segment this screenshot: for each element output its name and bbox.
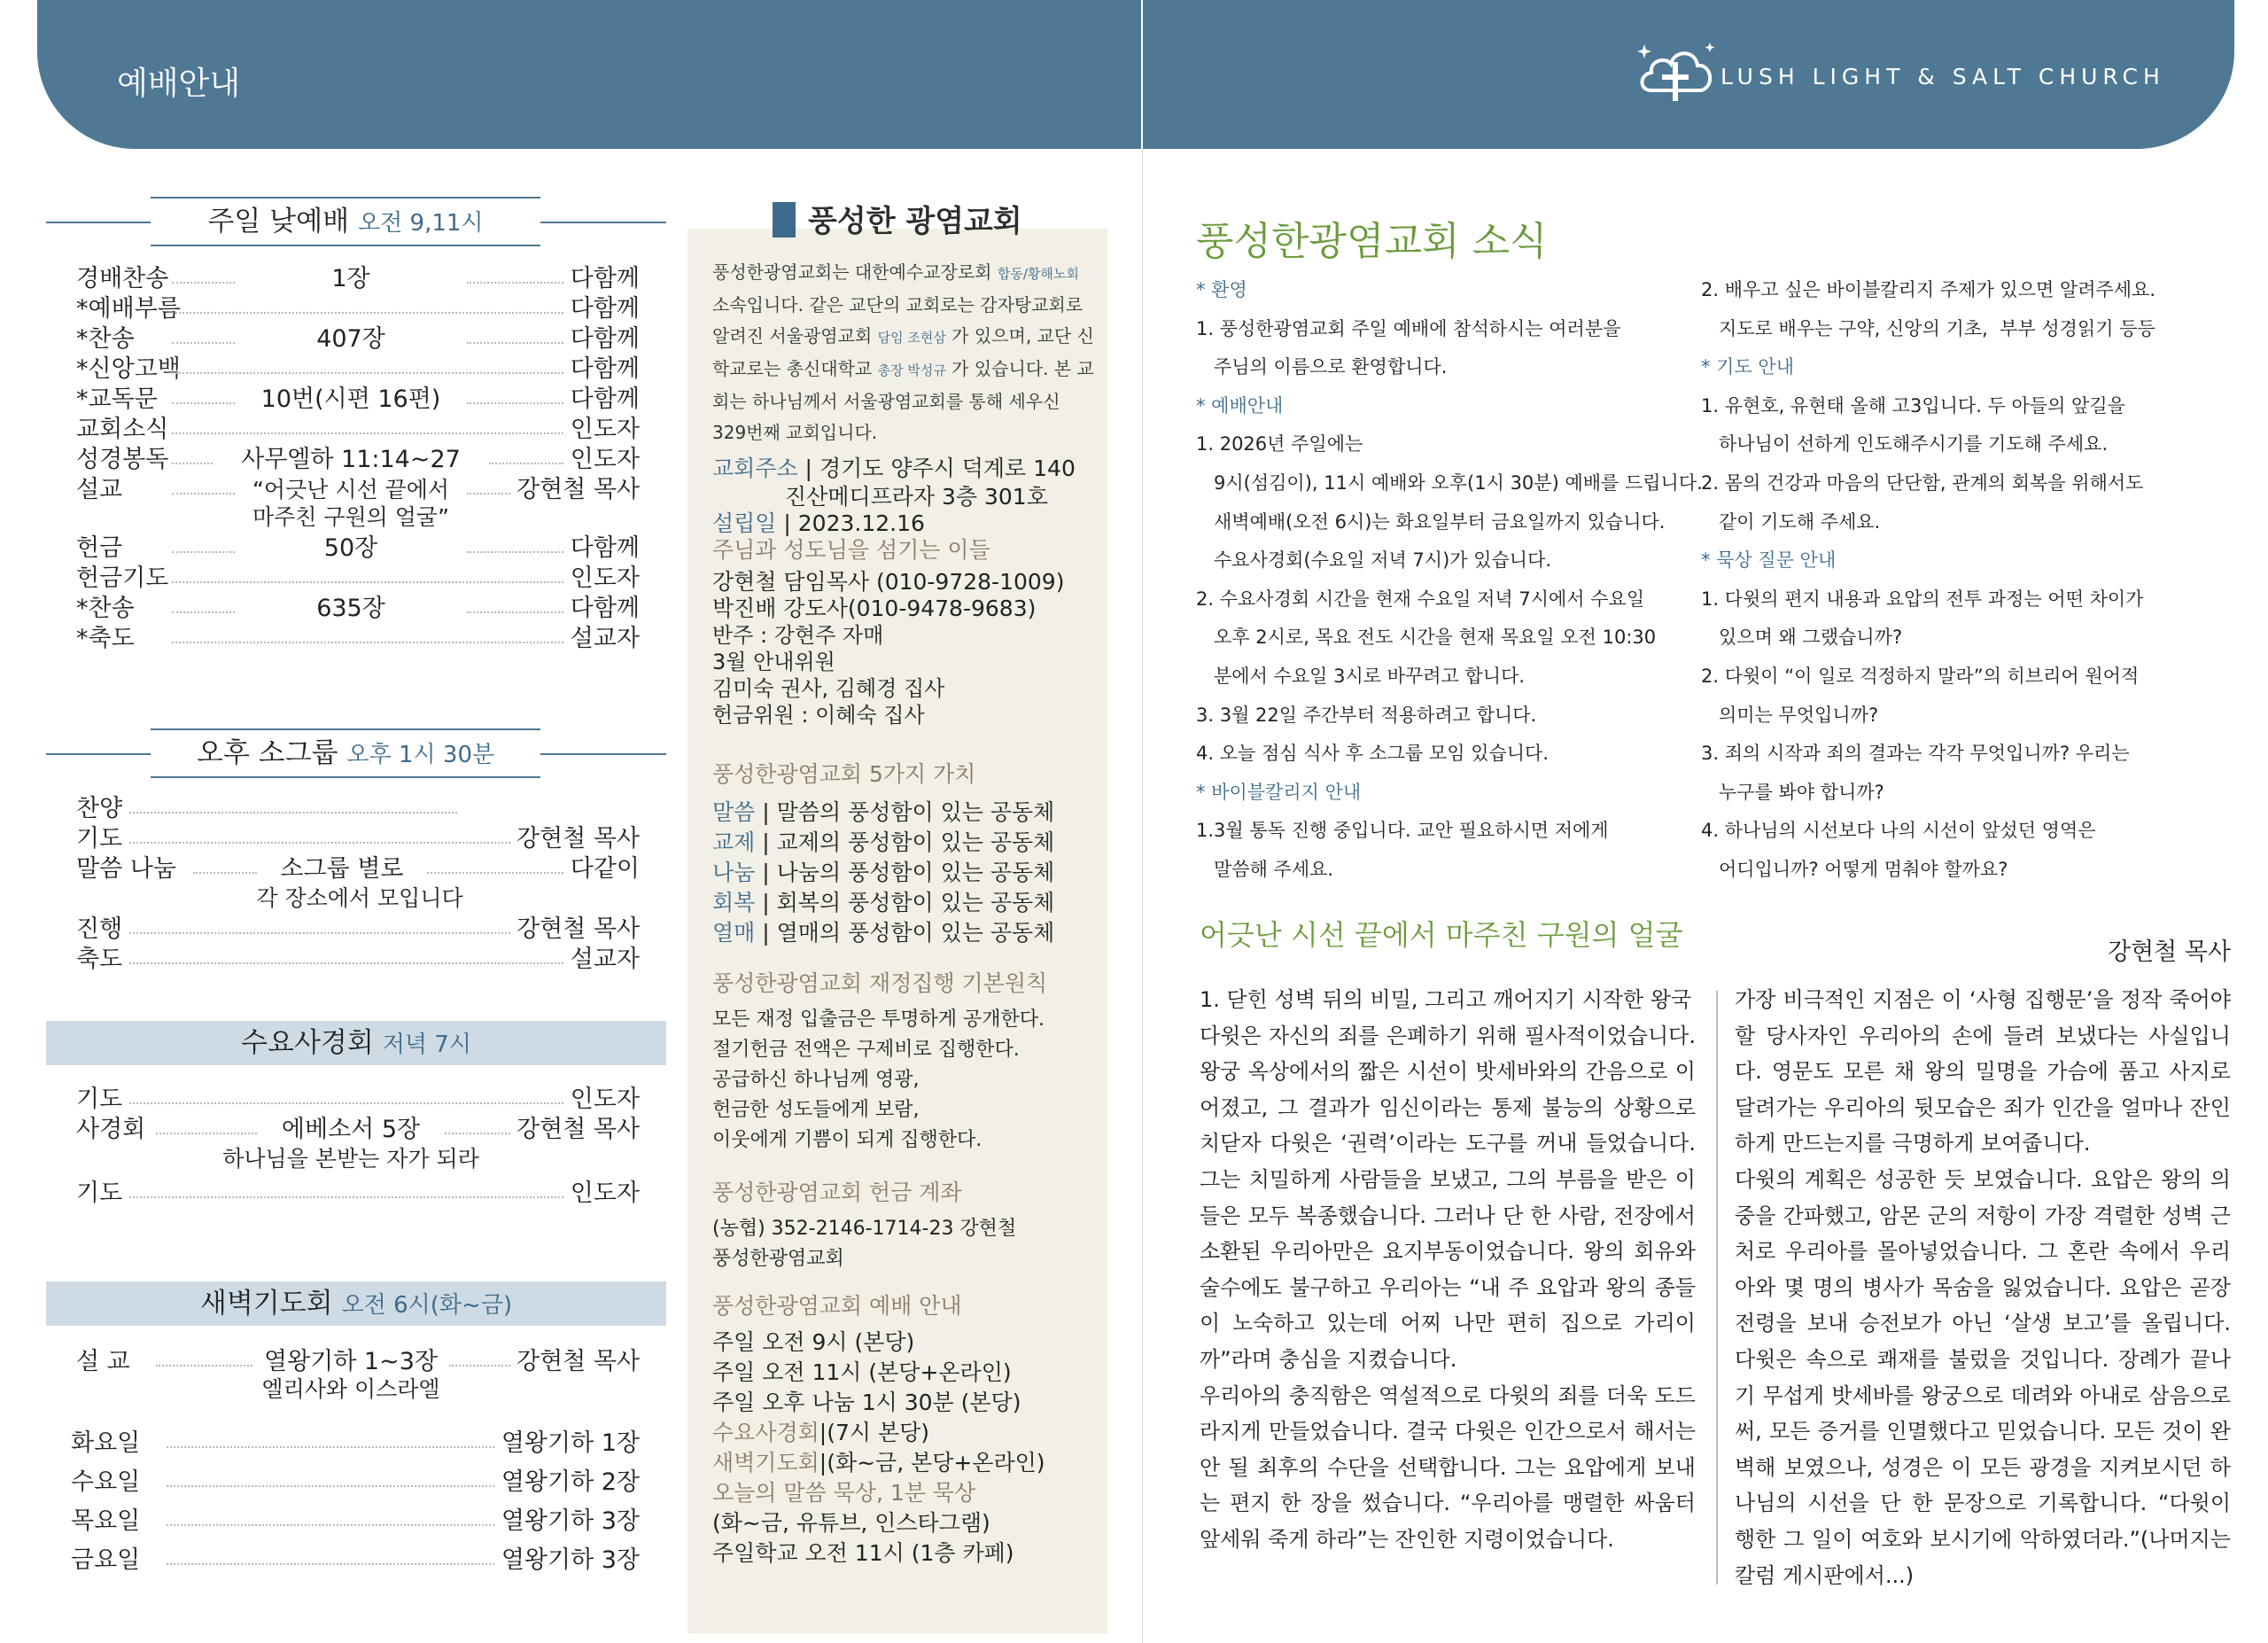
sermon-theme-line: 하나님을 본받는 자가 되라	[222, 1146, 479, 1172]
order-row	[76, 1179, 640, 1209]
dawn-time: 오전 6시(화~금)	[341, 1292, 513, 1319]
news-item: 지도로 배우는 구약, 신앙의 기초, 부부 성경읽기 등등	[1701, 317, 2155, 339]
order-label: *축도	[76, 625, 135, 652]
sunday-time: 오전 9,11시	[358, 210, 484, 237]
order-label: 경배찬송	[76, 265, 169, 292]
order-detail: 열왕기하 1~3장	[264, 1348, 438, 1375]
order-detail: 635장	[316, 595, 385, 622]
news-heading: * 기도 안내	[1701, 356, 1794, 378]
order-label: *예배부름	[76, 295, 181, 323]
finance-line: 모든 재정 입출금은 투명하게 공개한다.	[712, 1008, 1045, 1031]
dotted-leader	[467, 611, 563, 613]
order-row	[76, 854, 640, 884]
article-paragraph: 다윗의 계획은 성공한 듯 보였습니다. 요압은 왕의 의중을 간파했고, 암몬 군의 저항이 가장 격렬한 성벽 근처로 우리아를 몰아넣었습니다. 그 혼란 속에서 우리아와 몇 명의 병사가 목숨을 잃었습니다. 요압은 곧장 전령을 보내 승전보가 아닌 ‘살생 보고’를 올립니다. 다윗은 속으로 쾌재를 불렀을 것입니다. 장례가 끝나기 무섭게 밧세바를 왕궁으로 데려와 아내로 삼음으로써, 모든 증거를 인멸했다고 믿었습니다. 모든 것이 완벽해 보였으나, 성경은 이 모든 광경을 지켜보시던 하나님의 시선을 단 한 문장으로 기록합니다. “다윗이 행한 그 일이 여호와 보시기에 악하였더라.”(나머지는 칼럼 게시판에서...)	[1735, 1166, 2231, 1588]
account-line: (농협) 352-2146-1714-23 강현철	[712, 1218, 1017, 1240]
smallgroup-time: 오후 1시 30분	[346, 742, 495, 768]
order-label: 설 교	[76, 1348, 130, 1375]
news-item: 같이 기도해 주세요.	[1701, 510, 1881, 533]
cloud-cross-icon	[1634, 35, 1722, 106]
news-item: 의미는 무엇입니까?	[1701, 704, 1879, 726]
news-item: 주님의 이름으로 환영합니다.	[1196, 356, 1448, 378]
worship-line	[712, 1358, 1012, 1388]
worship-line	[712, 1508, 990, 1538]
order-detail: 에베소서 5장	[281, 1116, 421, 1143]
finance-line: 절기헌금 전액은 구제비로 집행한다.	[712, 1039, 1020, 1061]
finance-line: 이웃에게 기쁨이 되게 집행한다.	[712, 1129, 983, 1151]
servant-line: 3월 안내위원	[712, 650, 835, 674]
worship-text: 주일 오전 9시 (본당)	[712, 1329, 915, 1355]
dotted-leader	[129, 962, 563, 964]
order-leader: 다같이	[570, 855, 640, 883]
news-item: 1.3월 통독 진행 중입니다. 교안 필요하시면 저에게	[1196, 820, 1609, 842]
worship-text: 주일 오전 11시 (본당+온라인)	[712, 1359, 1012, 1385]
values-title: 풍성한광염교회 5가지 가치	[712, 761, 976, 787]
dawn-section-header	[46, 1281, 666, 1326]
dawn-day: 화요일	[71, 1429, 141, 1457]
order-row	[76, 354, 640, 385]
order-label: 성경봉독	[76, 446, 169, 473]
value-key: 열매	[712, 920, 756, 946]
news-item: 누구를 봐야 합니까?	[1701, 781, 1884, 803]
church-name: 풍성한 광염교회	[808, 204, 1022, 239]
dotted-leader	[172, 282, 235, 284]
news-item: 4. 하나님의 시선보다 나의 시선이 앞섰던 영역은	[1701, 820, 2096, 842]
order-label: 말씀 나눔	[76, 855, 176, 883]
order-row	[76, 594, 640, 624]
finance-line: 공급하신 하나님께 영광,	[712, 1069, 920, 1091]
news-heading: * 예배안내	[1196, 394, 1284, 417]
smallgroup-section-header	[46, 728, 666, 782]
news-item: 1. 다윗의 편지 내용과 요압의 전투 과정는 어떤 차이가	[1701, 588, 2144, 610]
order-leader: 다함께	[570, 385, 640, 413]
order-label: 진행	[76, 915, 123, 943]
order-row	[76, 294, 640, 324]
wednesday-time: 저녁 7시	[382, 1032, 471, 1058]
order-leader: 다함께	[570, 295, 640, 323]
value-key: 말씀	[712, 799, 756, 825]
dotted-leader	[172, 581, 563, 583]
order-leader: 강현철 목사	[517, 825, 640, 853]
order-leader: 다함께	[570, 534, 640, 562]
order-leader: 인도자	[570, 446, 640, 473]
news-item: 1. 풍성한광염교회 주일 예배에 참석하시는 여러분을	[1196, 317, 1621, 339]
sermon-title-line: 마주친 구원의 얼굴”	[252, 504, 450, 530]
order-detail: 50장	[323, 534, 378, 562]
dotted-leader	[172, 312, 563, 314]
order-label: 찬양	[76, 795, 123, 822]
dotted-leader	[172, 611, 235, 613]
order-row	[76, 445, 640, 475]
value-item: 나눔 | 나눔의 풍성함이 있는 공동체	[712, 860, 1055, 885]
order-leader: 강현철 목사	[517, 1348, 640, 1375]
article-author: 강현철 목사	[2108, 938, 2231, 966]
dotted-leader	[172, 402, 235, 404]
worship-line	[712, 1328, 914, 1358]
dotted-leader	[193, 872, 257, 874]
church-address: 교회주소 | 경기도 양주시 덕계로 140	[712, 456, 1076, 481]
news-heading: * 바이블칼리지 안내	[1196, 781, 1362, 803]
value-text: 열매의 풍성함이 있는 공동체	[776, 920, 1055, 946]
order-detail: 407장	[316, 325, 385, 353]
sunday-section-header	[46, 197, 666, 250]
order-row	[76, 915, 640, 945]
value-text: 교제의 풍성함이 있는 공동체	[776, 829, 1055, 855]
article-paragraph: 다윗은 자신의 죄를 은폐하기 위해 필사적이었습니다. 왕궁 옥상에서의 짧은 시선이 밧세바와의 간음으로 이어졌고, 그 결과가 임신이라는 통제 불능의 상황으로 치닫자 다윗은 ‘권력’이라는 도구를 꺼내 들었습니다. 그는 치밀하게 사람들을 보냈고, 그의 부름을 받은 이들은 모두 복종했습니다. 그러나 단 한 사람, 전장에서 소환된 우리아만은 요지부동이었습니다. 왕의 회유와 술수에도 불구하고 우리아는 “내 주 요압과 왕의 종들이 노숙하고 있는데 어찌 나만 편히 집으로 가리이까”라며 충심을 지켰습니다.	[1200, 1023, 1696, 1372]
church-address-2: 진산메디프라자 3층 301호	[785, 484, 1048, 510]
dotted-leader	[467, 551, 563, 553]
news-item: 어디입니까? 어떻게 멈춰야 할까요?	[1701, 859, 2008, 880]
servant-line: 강현철 담임목사 (010-9728-1009)	[712, 569, 1065, 595]
order-leader: 다함께	[570, 265, 640, 292]
value-text: 나눔의 풍성함이 있는 공동체	[776, 860, 1055, 885]
dawn-day-row	[71, 1507, 640, 1537]
location-note: 각 장소에서 모입니다	[256, 885, 463, 911]
order-row	[76, 945, 640, 975]
news-heading: * 환영	[1196, 279, 1247, 300]
value-key: 나눔	[712, 860, 756, 885]
wednesday-title: 수요사경회	[241, 1027, 374, 1059]
news-item: 2. 몸의 건강과 마음의 단단함, 관계의 회복을 위해서도	[1701, 472, 2144, 494]
order-row	[76, 324, 640, 354]
order-label: 기도	[76, 825, 123, 853]
order-leader: 설교자	[570, 625, 640, 652]
dawn-reading: 열왕기하 1장	[501, 1429, 640, 1457]
news-item: 9시(섬김이), 11시 예배와 오후(1시 30분) 예배를 드립니다.	[1196, 472, 1703, 494]
dotted-leader	[172, 432, 563, 434]
order-leader: 강현철 목사	[517, 1116, 640, 1143]
order-label: 사경회	[76, 1116, 146, 1143]
order-row	[76, 1347, 640, 1377]
news-item: 2. 다윗이 “이 일로 걱정하지 말라”의 히브리어 원어적	[1701, 666, 2140, 687]
dotted-leader	[467, 342, 563, 344]
dotted-leader	[129, 812, 457, 814]
order-detail: “어긋난 시선 끝에서	[252, 477, 450, 502]
article-column-2	[1735, 982, 2231, 1593]
worship-label: 오늘의 말씀 묵상, 1분 묵상	[712, 1480, 976, 1506]
servant-line: 반주 : 강현주 자매	[712, 623, 884, 648]
dawn-day: 수요일	[71, 1468, 141, 1496]
dawn-day: 목요일	[71, 1507, 141, 1535]
servant-line: 김미숙 권사, 김혜경 집사	[712, 676, 945, 701]
dotted-leader	[129, 842, 510, 844]
article-paragraph: 우리아의 충직함은 역설적으로 다윗의 죄를 더욱 도드라지게 만들었습니다. 결국 다윗은 인간으로서 해서는 안 될 최후의 수단을 선택합니다. 그는 요압에게 보내는 편지 한 장을 썼습니다. “우리아를 맹렬한 싸움터 앞세워 죽게 하라”는 잔인한 지령이었습니다.	[1200, 1382, 1696, 1552]
dotted-leader	[167, 1485, 494, 1487]
dotted-leader	[172, 493, 235, 494]
news-item: 3. 죄의 시작과 죄의 결과는 각각 무엇입니까? 우리는	[1701, 743, 2130, 765]
dotted-leader	[449, 1365, 510, 1367]
dotted-leader	[172, 342, 235, 344]
dawn-day-row	[71, 1468, 640, 1498]
news-item: 1. 유현호, 유현태 올해 고3입니다. 두 아들의 앞길을	[1701, 394, 2125, 417]
value-text: 회복의 풍성함이 있는 공동체	[776, 890, 1055, 915]
order-leader: 강현철 목사	[517, 476, 640, 503]
dotted-leader	[129, 932, 510, 934]
news-item: 분에서 수요일 3시로 바꾸려고 합니다.	[1196, 666, 1526, 687]
order-leader: 다함께	[570, 595, 640, 622]
account-title: 풍성한광염교회 헌금 계좌	[712, 1180, 962, 1205]
dotted-leader	[467, 493, 510, 494]
news-item: 말씀해 주세요.	[1196, 859, 1334, 880]
dawn-reading: 열왕기하 2장	[501, 1468, 640, 1496]
sunday-title: 주일 낮예배	[207, 206, 350, 237]
dawn-day-row	[71, 1546, 640, 1576]
smallgroup-title: 오후 소그룹	[196, 737, 338, 769]
servant-line: 박진배 강도사(010-9478-9683)	[712, 596, 1037, 621]
news-title: 풍성한광염교회 소식	[1196, 219, 1548, 264]
order-label: 기도	[76, 1086, 123, 1113]
order-leader: 인도자	[570, 416, 640, 443]
dawn-reading: 열왕기하 3장	[501, 1507, 640, 1535]
dotted-leader	[129, 1196, 563, 1198]
dotted-leader	[467, 282, 563, 284]
news-item: 수요사경회(수요일 저녁 7시)가 있습니다.	[1196, 549, 1552, 572]
worship-text: |(7시 본당)	[819, 1420, 929, 1445]
dotted-leader	[489, 463, 563, 464]
order-row	[76, 533, 640, 564]
finance-title: 풍성한광염교회 재정집행 기본원칙	[712, 970, 1048, 996]
order-row	[76, 415, 640, 445]
article-column-1	[1200, 982, 1696, 1558]
page-title: 예배안내	[117, 66, 241, 102]
order-detail: 1장	[331, 265, 370, 292]
church-founded: 설립일 | 2023.12.16	[712, 510, 925, 536]
order-leader: 인도자	[570, 565, 640, 592]
order-row	[76, 385, 640, 415]
order-row	[76, 264, 640, 294]
dawn-sermon-subtitle: 엘리사와 이스라엘	[261, 1376, 440, 1402]
worship-line	[712, 1388, 1021, 1418]
order-row	[76, 564, 640, 594]
value-item: 열매 | 열매의 풍성함이 있는 공동체	[712, 920, 1055, 946]
order-row	[76, 794, 640, 824]
servants-title: 주님과 성도님을 섬기는 이들	[712, 537, 990, 563]
dotted-leader	[172, 642, 563, 643]
dotted-leader	[167, 1524, 494, 1526]
dotted-leader	[172, 463, 213, 464]
dotted-leader	[172, 551, 235, 553]
worship-line	[712, 1538, 1014, 1569]
church-name-en: LUSH LIGHT & SALT CHURCH	[1720, 64, 2165, 90]
news-item: 오후 2시로, 목요 전도 시간을 현재 목요일 오전 10:30	[1196, 627, 1657, 649]
news-item: 2. 배우고 싶은 바이블칼리지 주제가 있으면 알려주세요.	[1701, 279, 2156, 300]
value-item: 교제 | 교제의 풍성함이 있는 공동체	[712, 829, 1055, 855]
worship-info-title: 풍성한광염교회 예배 안내	[712, 1293, 962, 1319]
wednesday-section-header	[46, 1021, 666, 1065]
order-label: *찬송	[76, 595, 135, 622]
dawn-title: 새벽기도회	[199, 1288, 333, 1320]
dotted-leader	[467, 402, 563, 404]
news-item: 하나님이 선하게 인도해주시기를 기도해 주세요.	[1701, 433, 2109, 456]
dotted-leader	[129, 1102, 563, 1104]
order-row	[76, 1085, 640, 1115]
dawn-reading: 열왕기하 3장	[501, 1546, 640, 1574]
church-intro: 풍성한광염교회는 대한예수교장로회 합동/황해노회 소속입니다. 같은 교단의 교회로는 감자탕교회로 알려진 서울광염교회 담임 조현삼 가 있으며, 교단 신학교로는 총신대학교 총장 박성규 가 있습니다. 본 교회는 하나님께서 서울광염교회를 통해 세우신 329번째 교회입니다.	[712, 261, 1094, 443]
worship-label: 새벽기도회	[712, 1450, 819, 1476]
worship-text: 주일 오후 나눔 1시 30분 (본당)	[712, 1390, 1021, 1415]
order-leader: 강현철 목사	[517, 915, 640, 943]
article-title: 어긋난 시선 끝에서 마주친 구원의 얼굴	[1200, 918, 1683, 952]
servant-line: 헌금위원 : 이혜숙 집사	[712, 703, 925, 728]
news-item: 1. 2026년 주일에는	[1196, 433, 1363, 456]
order-detail: 10번(시편 16편)	[260, 385, 441, 413]
order-leader: 인도자	[570, 1180, 640, 1207]
order-leader: 다함께	[570, 355, 640, 383]
order-label: 헌금기도	[76, 565, 169, 592]
dotted-leader	[156, 1365, 252, 1367]
dotted-leader	[427, 872, 563, 874]
order-label: 교회소식	[76, 416, 169, 443]
news-item: 4. 오늘 점심 식사 후 소그룹 모임 있습니다.	[1196, 743, 1550, 765]
dotted-leader	[172, 372, 563, 374]
order-row	[76, 824, 640, 854]
article-column-divider	[1716, 991, 1718, 1585]
value-item: 말씀 | 말씀의 풍성함이 있는 공동체	[712, 799, 1055, 825]
order-label: *신앙고백	[76, 355, 181, 383]
worship-line	[712, 1448, 1045, 1478]
order-label: 설교	[76, 476, 123, 503]
article-paragraph: 1. 닫힌 성벽 뒤의 비밀, 그리고 깨어지기 시작한 왕국	[1200, 987, 1692, 1012]
order-label: 헌금	[76, 534, 123, 562]
order-label: 기도	[76, 1180, 123, 1207]
dotted-leader	[167, 1446, 494, 1448]
worship-text: 주일학교 오전 11시 (1층 카페)	[712, 1540, 1014, 1566]
order-detail: 소그룹 별로	[280, 855, 404, 883]
order-row	[76, 475, 640, 505]
account-line: 풍성한광염교회	[712, 1248, 844, 1270]
news-item: 있으며 왜 그랬습니까?	[1701, 627, 1903, 649]
order-label: *찬송	[76, 325, 135, 353]
worship-line	[712, 1478, 975, 1508]
page-divider	[1142, 149, 1143, 1643]
order-row	[76, 1115, 640, 1145]
finance-line: 헌금한 성도들에게 보람,	[712, 1099, 920, 1121]
order-leader: 인도자	[570, 1086, 640, 1113]
dotted-leader	[445, 1133, 510, 1134]
news-item: 새벽예배(오전 6시)는 화요일부터 금요일까지 있습니다.	[1196, 510, 1666, 533]
worship-label: 수요사경회	[712, 1420, 819, 1445]
article-paragraph: 가장 비극적인 지점은 이 ‘사형 집행문’을 정작 죽어야 할 당사자인 우리아의 손에 들려 보냈다는 사실입니다. 영문도 모른 채 왕의 밀명을 가슴에 품고 사지로 달려가는 우리아의 뒷모습은 죄가 인간을 얼마나 잔인하게 만드는지를 극명하게 보여줍니다.	[1735, 987, 2231, 1156]
order-row	[76, 624, 640, 654]
news-item: 2. 수요사경회 시간을 현재 수요일 저녁 7시에서 수요일	[1196, 588, 1645, 610]
order-label: 축도	[76, 946, 123, 973]
value-text: 말씀의 풍성함이 있는 공동체	[776, 799, 1055, 825]
order-leader: 설교자	[570, 946, 640, 973]
order-leader: 다함께	[570, 325, 640, 353]
order-detail: 사무엘하 11:14~27	[241, 446, 461, 473]
news-item: 3. 3월 22일 주간부터 적용하려고 합니다.	[1196, 704, 1537, 726]
value-item: 회복 | 회복의 풍성함이 있는 공동체	[712, 890, 1055, 915]
news-heading: * 묵상 질문 안내	[1701, 549, 1837, 572]
worship-line	[712, 1418, 929, 1448]
dawn-day-row	[71, 1429, 640, 1459]
order-label: *교독문	[76, 385, 158, 413]
value-key: 교제	[712, 829, 756, 855]
worship-text: |(화~금, 본당+온라인)	[819, 1450, 1045, 1476]
worship-text: (화~금, 유튜브, 인스타그램)	[712, 1510, 990, 1536]
dawn-day: 금요일	[71, 1546, 141, 1574]
value-key: 회복	[712, 890, 756, 915]
dotted-leader	[167, 1563, 494, 1565]
dotted-leader	[156, 1133, 257, 1134]
